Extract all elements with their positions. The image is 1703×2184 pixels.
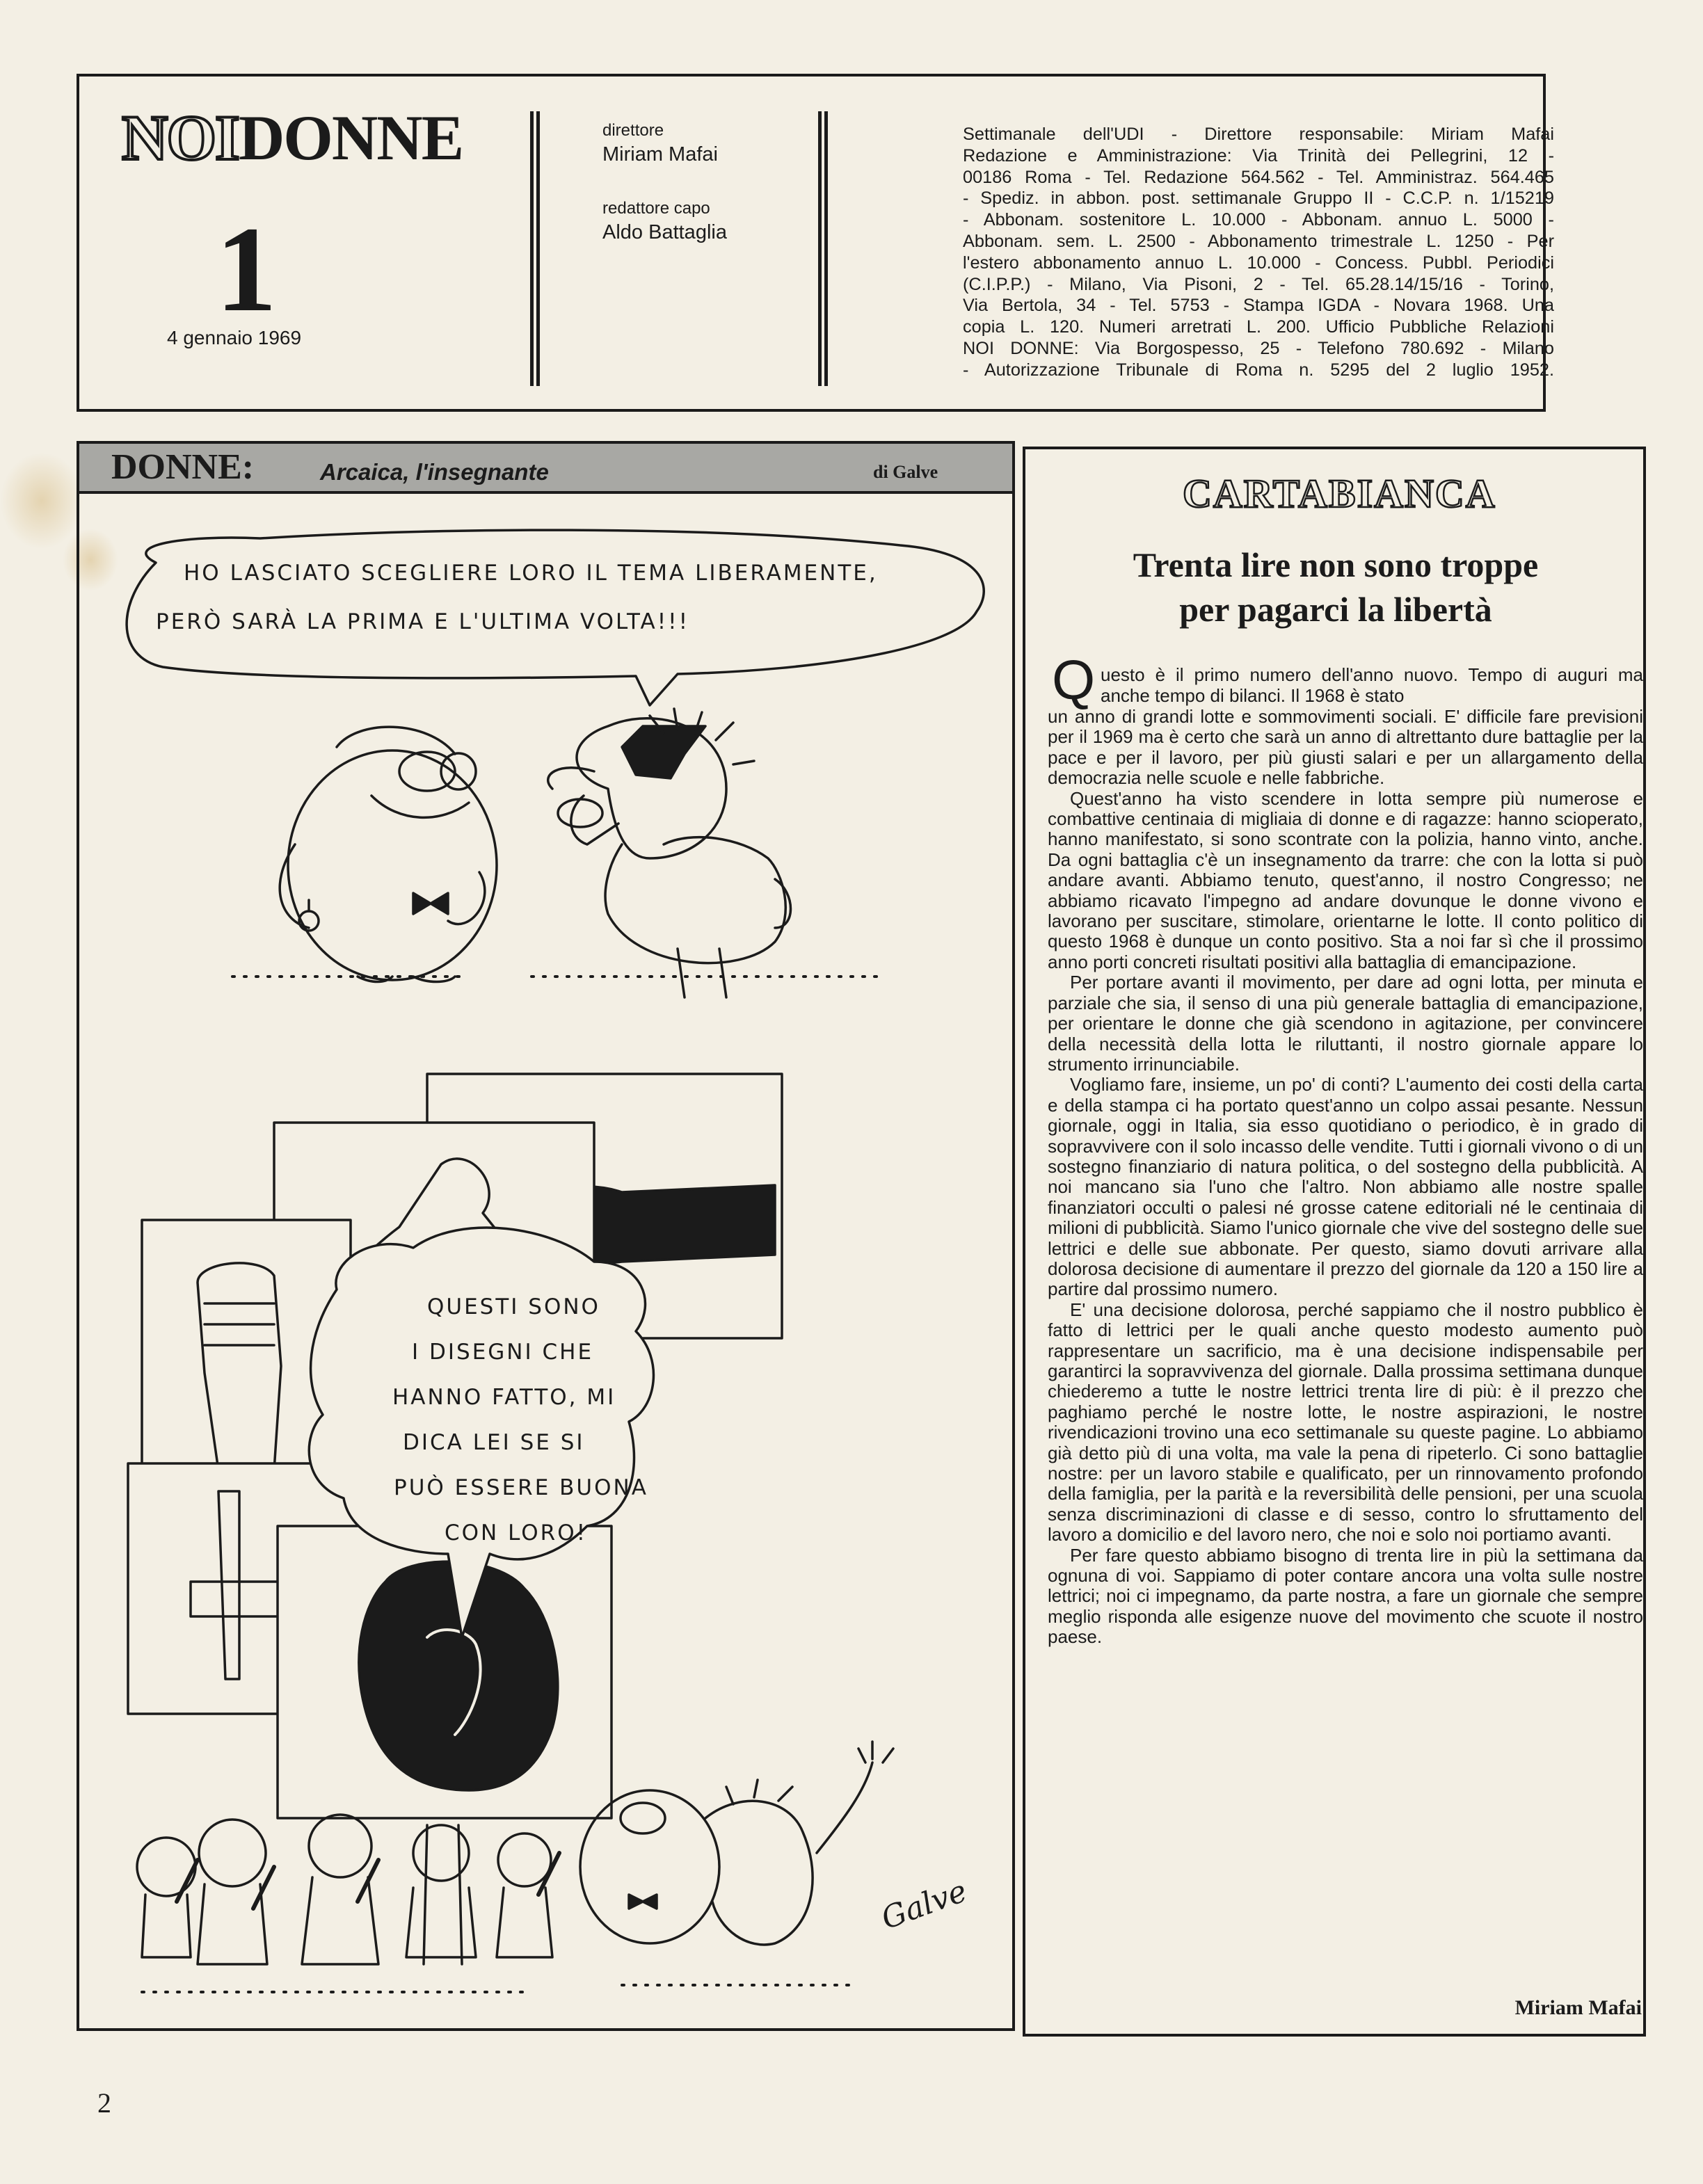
cartoon-man-figure <box>280 727 497 981</box>
logo-noi: NOI <box>122 102 239 173</box>
balloon-1-line: HO LASCIATO SCEGLIERE LORO IL TEMA LIBERAMENTE, <box>184 561 878 586</box>
cartoon-signature: Galve <box>877 1873 972 1937</box>
article-paragraph: Per portare avanti il movimento, per dare ad ogni lotta, per minuta e parziale che sia, il senso di una più generale battaglia di emancipazione, per orientare le donne che già scendono in agitazione, per convincere della necessità della lotta le riluttanti, il nostro giornale appare lo strumento irrinunciabile. <box>1048 972 1643 1075</box>
balloon-2-line: PUÒ ESSERE BUONA <box>394 1475 648 1500</box>
director-label: direttore <box>602 121 664 140</box>
imprint-line: NOI DONNE: Via Borgospesso, 25 - Telefono 780.692 - Milano <box>963 339 1554 358</box>
issue-date: 4 gennaio 1969 <box>167 327 302 348</box>
rubric-title: CARTABIANCA <box>1183 471 1496 516</box>
article-paragraph: E' una decisione dolorosa, perché sappiamo che il nostro pubblico è fatto di lettrici per le quali anche questo modesto aumento può rappresentare un sacrificio, ma è una decisione indispensabile per garantirci la sopravvivenza del giornale. Dalla prossima settimana dunque chiederemo a tutte le nostre lettrici trenta lire di più: è il prezzo che paghiamo perché le nostre lotte, le nostre aspirazioni, le nostre rivendicazioni trovino una eco settimanale su queste pagine. Lo abbiamo già detto più di una volta, ma vale la pena di ripeterlo. Ci sono battaglie nostre: per un lavoro stabile e qualificato, per un rinnovamento profondo della famiglia, per la parità e la reversibilità delle pensioni, per una scuola senza discriminazioni di classe e di sesso, contro lo sfruttamento del lavoro a domicilio e del lavoro nero, che noi e solo noi portiamo avanti. <box>1048 1299 1643 1545</box>
cartoon-section-title: DONNE: <box>111 447 255 487</box>
balloon-2-line: QUESTI SONO <box>427 1294 600 1319</box>
cartoon-adults-bottom <box>580 1742 893 1945</box>
headline-line: per pagarci la libertà <box>1179 590 1492 629</box>
article-paragraph: Quest'anno ha visto scendere in lotta sempre più numerose e combattive centinaia di migliaia di donne e di ragazze: hanno scioperato, hanno manifestato, si sono scontrate con la polizia, hanno vinto, anche. Da ogni battaglia c'è un insegnamento da trarre: che con la lotta si può andare avanti. Abbiamo tenuto, quest'anno, il nostro Congresso; ne abbiamo ricavato l'impegno ad andare dovunque le donne vivono e lavorano per suscitare, stimolare, orientarne le lotte. Il conto politico di questo 1968 è dunque un conto positivo. Sta a noi far sì che il prossimo anno porti concreti risultati positivi alla battaglia di emancipazione. <box>1048 787 1643 972</box>
balloon-1-line: PERÒ SARÀ LA PRIMA E L'ULTIMA VOLTA!!! <box>156 609 689 634</box>
cartoon-teacher-figure <box>548 709 791 997</box>
balloon-2-line: DICA LEI SE SI <box>403 1430 585 1455</box>
imprint-line: 00186 Roma - Tel. Redazione 564.562 - Tel. Amministraz. 564.465 <box>963 167 1554 187</box>
drop-cap: Q <box>1052 649 1096 711</box>
imprint-line: l'estero abbonamento annuo L. 10.000 - Concess. Pubbl. Periodici <box>963 252 1554 273</box>
article-headline <box>1040 543 1631 632</box>
cartoon-subtitle: Arcaica, l'insegnante <box>320 459 549 485</box>
cartoon-author: di Galve <box>873 462 938 482</box>
article-paragraph: un anno di grandi lotte e sommovimenti sociali. E' difficile fare previsioni per il 1969 ma è certo che sarà un anno di altrettanto dure battaglie per la pace e per il lavoro, per più giusti salari e per un allargamento della democrazia nelle scuole e nelle fabbriche. <box>1048 706 1643 789</box>
imprint-text <box>963 124 1554 338</box>
paper-stain <box>0 452 83 549</box>
imprint-line: copia L. 120. Numeri arretrati L. 200. Ufficio Pubbliche Relazioni <box>963 317 1554 337</box>
page-number: 2 <box>97 2087 111 2119</box>
imprint-line: - Spediz. in abbon. post. settimanale Gruppo II - C.C.P. n. 1/15219 <box>963 188 1554 209</box>
imprint-line: - Abbonam. sostenitore L. 10.000 - Abbonam. annuo L. 5000 - <box>963 210 1554 230</box>
balloon-2-line: I DISEGNI CHE <box>412 1340 594 1365</box>
editor-label: redattore capo <box>602 199 710 218</box>
balloon-2-line: HANNO FATTO, MI <box>392 1385 616 1410</box>
editor-name: Aldo Battaglia <box>602 221 727 243</box>
imprint-line: Redazione e Amministrazione: Via Trinità dei Pellegrini, 12 - <box>963 145 1554 166</box>
article-body <box>1048 707 1643 1648</box>
imprint-line: Abbonam. sem. L. 2500 - Abbonamento trimestrale L. 1250 - Per <box>963 231 1554 251</box>
director-name: Miriam Mafai <box>602 143 718 166</box>
article-paragraph: Vogliamo fare, insieme, un po' di conti? L'aumento dei costi della carta e della stampa ci ha portato quest'anno un colpo assai pesante. Nessun giornale, oggi in Italia, sia esso quotidiano o periodico, è in grado di sopravvivere con il solo incasso delle vendite. Tutti i giornali vivono o di un sostegno finanziario di natura politica, o del sostegno della pubblicità. A noi mancano sia l'uno che l'altro. Non abbiamo alle nostre spalle finanziatori occulti o palesi né grosse catene editoriali né le centinaia di milioni di pubblicità. Siamo l'unico giornale che vive del sostegno delle sue lettrici e delle sue abbonate. Per questo, siamo dovuti arrivare alla dolorosa decisione di aumentare il prezzo del giornale da 120 a 150 lire a partire dal prossimo numero. <box>1048 1074 1643 1300</box>
logo-donne: DONNE <box>238 102 463 173</box>
headline-line: Trenta lire non sono troppe <box>1133 545 1539 584</box>
magazine-logo <box>122 102 463 173</box>
imprint-line-last: - Autorizzazione Tribunale di Roma n. 5295 del 2 luglio 1952. <box>963 360 1554 380</box>
cartoon-children <box>137 1815 559 1964</box>
article-opening-lines: uesto è il primo numero dell'anno nuovo. Tempo di auguri ma anche tempo di bilanci. Il 1968 è stato <box>1101 664 1643 706</box>
issue-number: 1 <box>216 202 277 337</box>
drawing-che-portrait <box>278 1526 611 1818</box>
cartoon-illustration <box>79 497 1012 2028</box>
imprint-line: (C.I.P.P.) - Milano, Via Pisoni, 2 - Tel. 65.28.14/15/16 - Torino, <box>963 274 1554 294</box>
masthead-divider <box>818 111 828 386</box>
imprint-line: Via Bertola, 34 - Tel. 5753 - Stampa IGDA - Novara 1968. Una <box>963 296 1554 316</box>
balloon-2-line: CON LORO! <box>445 1520 588 1545</box>
article-paragraph: Per fare questo abbiamo bisogno di trenta lire in più la settimana da ognuna di voi. Sappiamo di poter contare ancora una volta sulle nostre lettrici; noi ci impegnamo, da parte nostra, a fare un giornale che sempre meglio risponda alle esigenze nuove del movimento che scuote il nostro paese. <box>1048 1544 1643 1648</box>
article-signature: Miriam Mafai <box>1514 1996 1642 2019</box>
masthead-divider <box>530 111 540 386</box>
imprint-line: Settimanale dell'UDI - Direttore responsabile: Miriam Mafai <box>963 125 1554 144</box>
